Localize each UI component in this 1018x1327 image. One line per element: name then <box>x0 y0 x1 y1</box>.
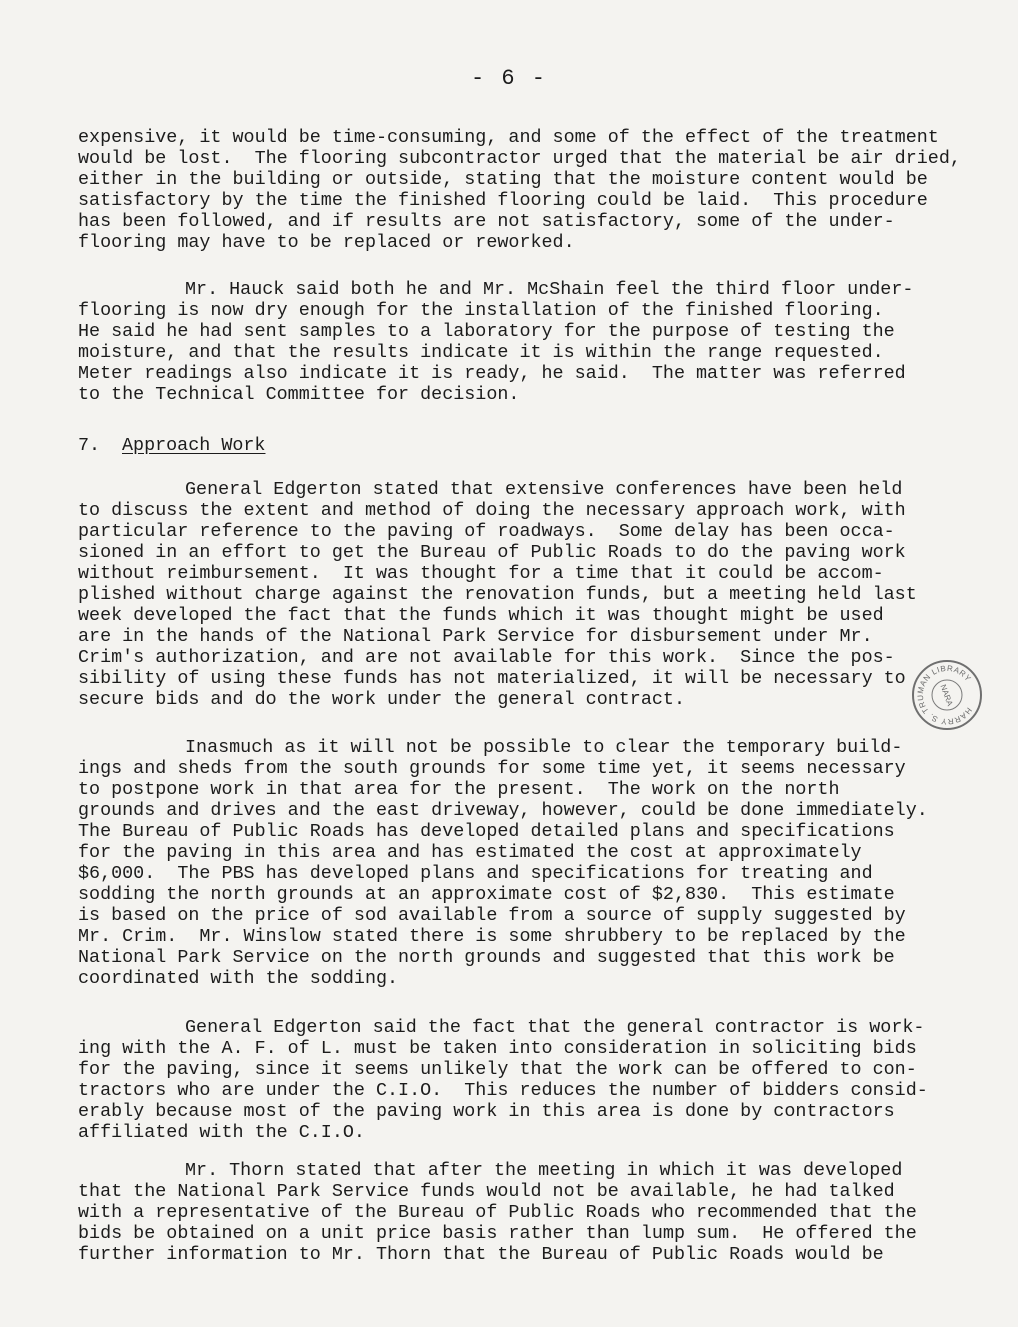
paragraph-4-line-1: Inasmuch as it will not be possible to clear the temporary build- <box>185 737 903 758</box>
paragraph-6-line-1: Mr. Thorn stated that after the meeting in which it was developed <box>185 1160 903 1181</box>
paragraph-3-line-10: sibility of using these funds has not materialized, it will be necessary to <box>78 668 906 689</box>
paragraph-3-line-8: are in the hands of the National Park Service for disbursement under Mr. <box>78 626 873 647</box>
paragraph-5-line-5: erably because most of the paving work in this area is done by contractors <box>78 1101 895 1122</box>
paragraph-6-line-3: with a representative of the Bureau of Public Roads who recommended that the <box>78 1202 917 1223</box>
paragraph-6-line-5: further information to Mr. Thorn that the Bureau of Public Roads would be <box>78 1244 884 1265</box>
section-number: 7. <box>78 435 101 456</box>
paragraph-4-line-3: to postpone work in that area for the present. The work on the north <box>78 779 840 800</box>
paragraph-3-line-4: sioned in an effort to get the Bureau of Public Roads to do the paving work <box>78 542 906 563</box>
paragraph-1-line-5: has been followed, and if results are not satisfactory, some of the under- <box>78 211 895 232</box>
paragraph-2-line-2: flooring is now dry enough for the installation of the finished flooring. <box>78 300 884 321</box>
paragraph-4-line-10: Mr. Crim. Mr. Winslow stated there is some shrubbery to be replaced by the <box>78 926 906 947</box>
paragraph-4-line-9: is based on the price of sod available from a source of supply suggested by <box>78 905 906 926</box>
paragraph-1-line-1: expensive, it would be time-consuming, and some of the effect of the treatment <box>78 127 939 148</box>
paragraph-3-line-5: without reimbursement. It was thought for a time that it could be accom- <box>78 563 884 584</box>
paragraph-4-line-6: for the paving in this area and has estimated the cost at approximately <box>78 842 862 863</box>
paragraph-4-line-8: sodding the north grounds at an approximate cost of $2,830. This estimate <box>78 884 895 905</box>
paragraph-5-line-4: tractors who are under the C.I.O. This reduces the number of bidders consid- <box>78 1080 928 1101</box>
paragraph-4-line-5: The Bureau of Public Roads has developed detailed plans and specifications <box>78 821 895 842</box>
paragraph-2-line-6: to the Technical Committee for decision. <box>78 384 520 405</box>
stamp-center-text: NARA <box>938 683 955 708</box>
paragraph-2-line-4: moisture, and that the results indicate it is within the range requested. <box>78 342 884 363</box>
page-number: - 6 - <box>470 66 547 91</box>
paragraph-3-line-1: General Edgerton stated that extensive conferences have been held <box>185 479 903 500</box>
paragraph-5-line-2: ing with the A. F. of L. must be taken into consideration in soliciting bids <box>78 1038 917 1059</box>
paragraph-4-line-2: ings and sheds from the south grounds for some time yet, it seems necessary <box>78 758 906 779</box>
paragraph-3-line-7: week developed the fact that the funds which it was thought might be used <box>78 605 884 626</box>
paragraph-3-line-3: particular reference to the paving of roadways. Some delay has been occa- <box>78 521 895 542</box>
paragraph-1-line-3: either in the building or outside, stating that the moisture content would be <box>78 169 928 190</box>
section-title: Approach Work <box>122 435 266 456</box>
paragraph-5-line-3: for the paving, since it seems unlikely that the work can be offered to con- <box>78 1059 917 1080</box>
paragraph-2-line-3: He said he had sent samples to a laboratory for the purpose of testing the <box>78 321 895 342</box>
paragraph-4-line-12: coordinated with the sodding. <box>78 968 399 989</box>
paragraph-2-line-1: Mr. Hauck said both he and Mr. McShain feel the third floor under- <box>185 279 914 300</box>
paragraph-1-line-6: flooring may have to be replaced or reworked. <box>78 232 575 253</box>
paragraph-3-line-2: to discuss the extent and method of doing the necessary approach work, with <box>78 500 906 521</box>
paragraph-2-line-5: Meter readings also indicate it is ready, he said. The matter was referred <box>78 363 906 384</box>
paragraph-4-line-4: grounds and drives and the east driveway, however, could be done immediately. <box>78 800 928 821</box>
paragraph-3-line-11: secure bids and do the work under the general contract. <box>78 689 685 710</box>
paragraph-6-line-2: that the National Park Service funds would not be available, he had talked <box>78 1181 895 1202</box>
paragraph-1-line-4: satisfactory by the time the finished flooring could be laid. This procedure <box>78 190 928 211</box>
paragraph-3-line-9: Crim's authorization, and are not available for this work. Since the pos- <box>78 647 895 668</box>
paragraph-3-line-6: plished without charge against the renovation funds, but a meeting held last <box>78 584 917 605</box>
paragraph-5-line-6: affiliated with the C.I.O. <box>78 1122 365 1143</box>
paragraph-4-line-11: National Park Service on the north grounds and suggested that this work be <box>78 947 895 968</box>
paragraph-5-line-1: General Edgerton said the fact that the general contractor is work- <box>185 1017 925 1038</box>
paragraph-6-line-4: bids be obtained on a unit price basis rather than lump sum. He offered the <box>78 1223 917 1244</box>
library-stamp-graphic <box>912 660 982 730</box>
paragraph-1-line-2: would be lost. The flooring subcontractor urged that the material be air dried, <box>78 148 961 169</box>
library-stamp-icon <box>912 660 982 730</box>
stamp-ring-text: HARRY S. TRUMAN LIBRARY <box>915 663 974 727</box>
paragraph-4-line-7: $6,000. The PBS has developed plans and specifications for treating and <box>78 863 873 884</box>
